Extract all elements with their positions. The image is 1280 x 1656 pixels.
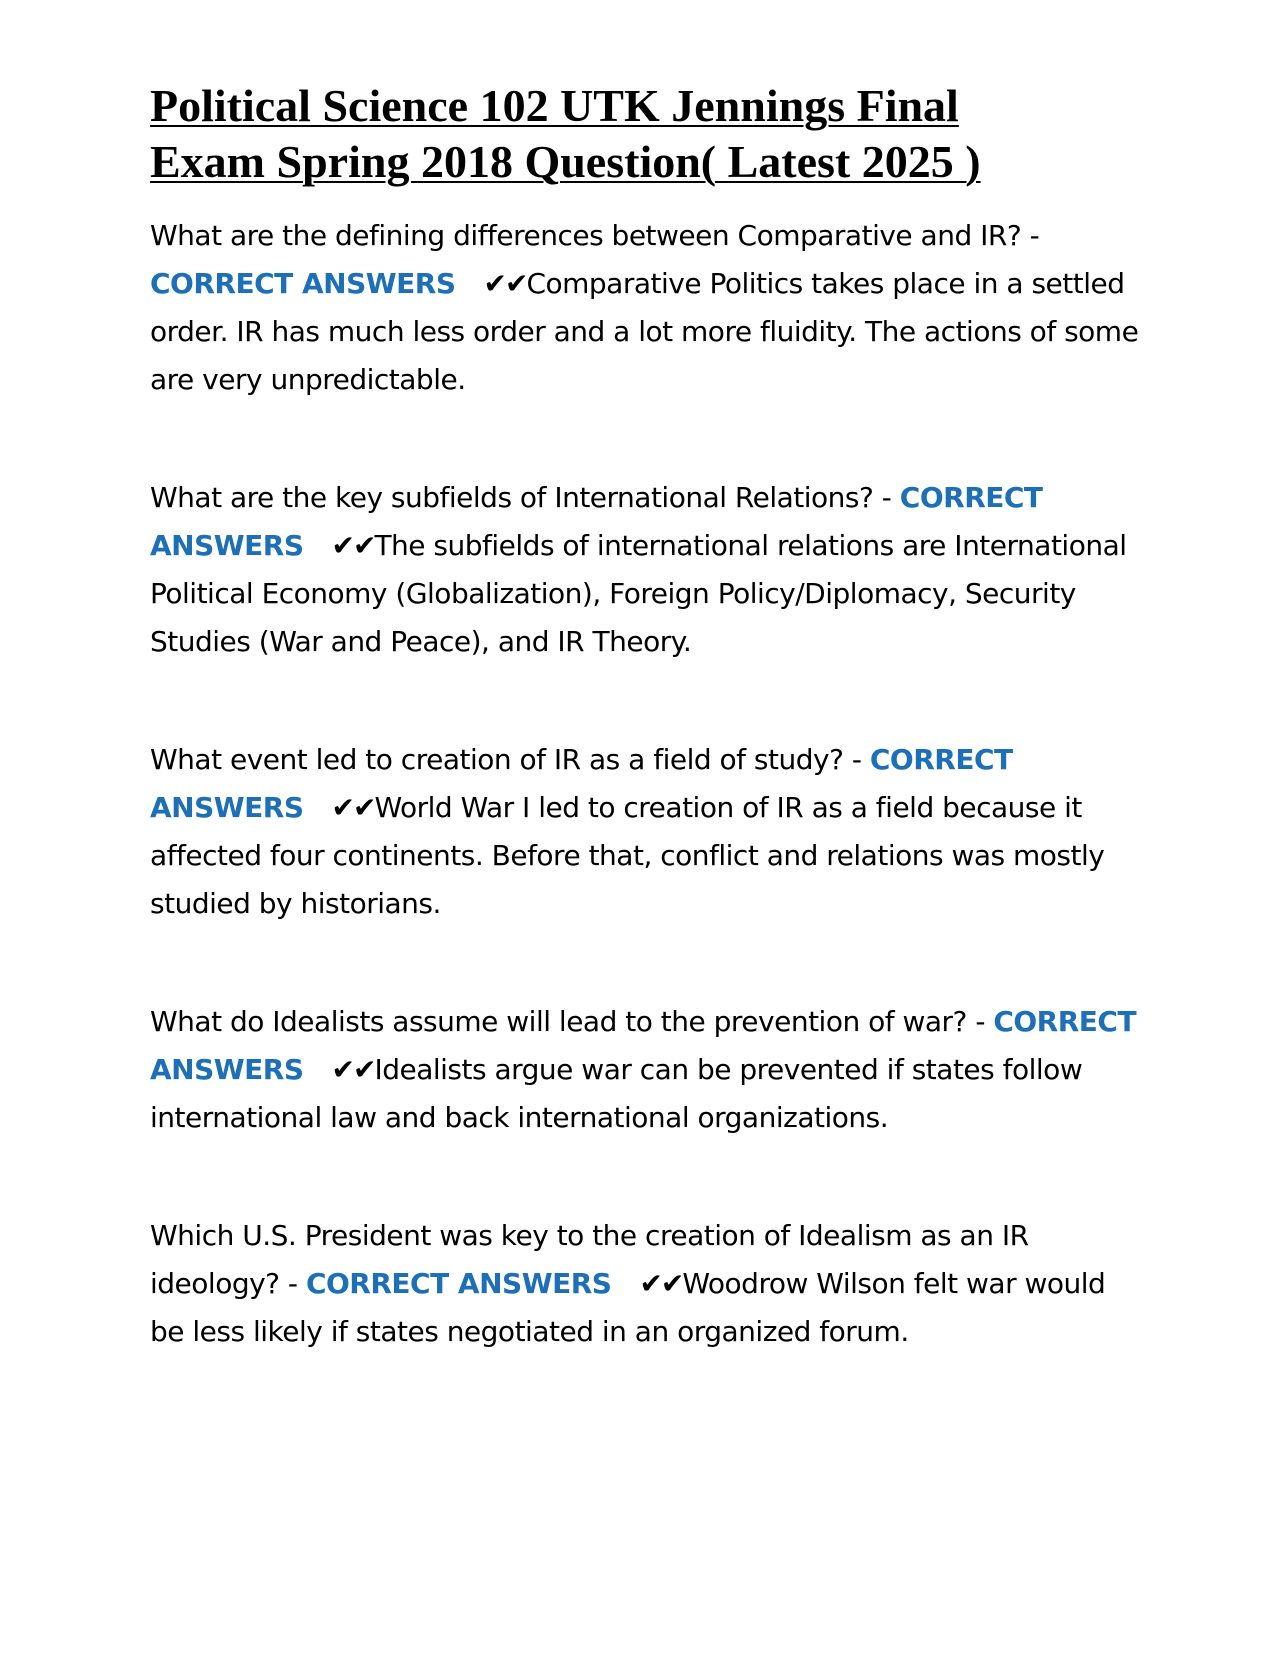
answer-text: The subfields of international relations are International Political Economy (Globalization), Foreign Policy/Diplomacy, Security Studies (War and Peace), and IR Theory. xyxy=(150,529,1127,658)
check-marks-icon: ✔✔ xyxy=(331,791,375,824)
answer-text: Idealists argue war can be prevented if states follow international law and back international organizations. xyxy=(150,1053,1083,1134)
document-title xyxy=(150,78,1140,190)
title-line-2: Exam Spring 2018 Question( Latest 2025 ) xyxy=(150,136,981,187)
question-text: Which U.S. President was key to the creation of Idealism as an IR ideology? - xyxy=(150,1219,1029,1300)
question-text: What do Idealists assume will lead to the prevention of war? - xyxy=(150,1005,994,1038)
question-text: What are the key subfields of International Relations? - xyxy=(150,481,900,514)
check-marks-icon: ✔✔ xyxy=(639,1267,683,1300)
qa-item-3 xyxy=(150,736,1140,928)
qa-item-5 xyxy=(150,1212,1140,1356)
question-text: What are the defining differences between Comparative and IR? - xyxy=(150,219,1040,252)
correct-answers-label: CORRECT ANSWERS xyxy=(150,1005,1137,1086)
correct-answers-label: CORRECT ANSWERS xyxy=(305,1267,612,1300)
check-marks-icon: ✔✔ xyxy=(331,529,375,562)
correct-answers-label: CORRECT ANSWERS xyxy=(150,267,456,300)
title-line-1: Political Science 102 UTK Jennings Final xyxy=(150,80,959,131)
document-page xyxy=(150,78,1140,1356)
correct-answers-label: CORRECT ANSWERS xyxy=(150,481,1043,562)
qa-item-1 xyxy=(150,212,1140,404)
question-text: What event led to creation of IR as a field of study? - xyxy=(150,743,870,776)
check-marks-icon: ✔✔ xyxy=(483,267,527,300)
qa-item-2 xyxy=(150,474,1140,666)
correct-answers-label: CORRECT ANSWERS xyxy=(150,743,1013,824)
answer-text: Woodrow Wilson felt war would be less likely if states negotiated in an organized forum. xyxy=(150,1267,1106,1348)
qa-item-4 xyxy=(150,998,1140,1142)
answer-text: Comparative Politics takes place in a settled order. IR has much less order and a lot more fluidity. The actions of some are very unpredictable. xyxy=(150,267,1139,396)
check-marks-icon: ✔✔ xyxy=(331,1053,375,1086)
answer-text: World War I led to creation of IR as a field because it affected four continents. Before that, conflict and relations was mostly studied by historians. xyxy=(150,791,1105,920)
